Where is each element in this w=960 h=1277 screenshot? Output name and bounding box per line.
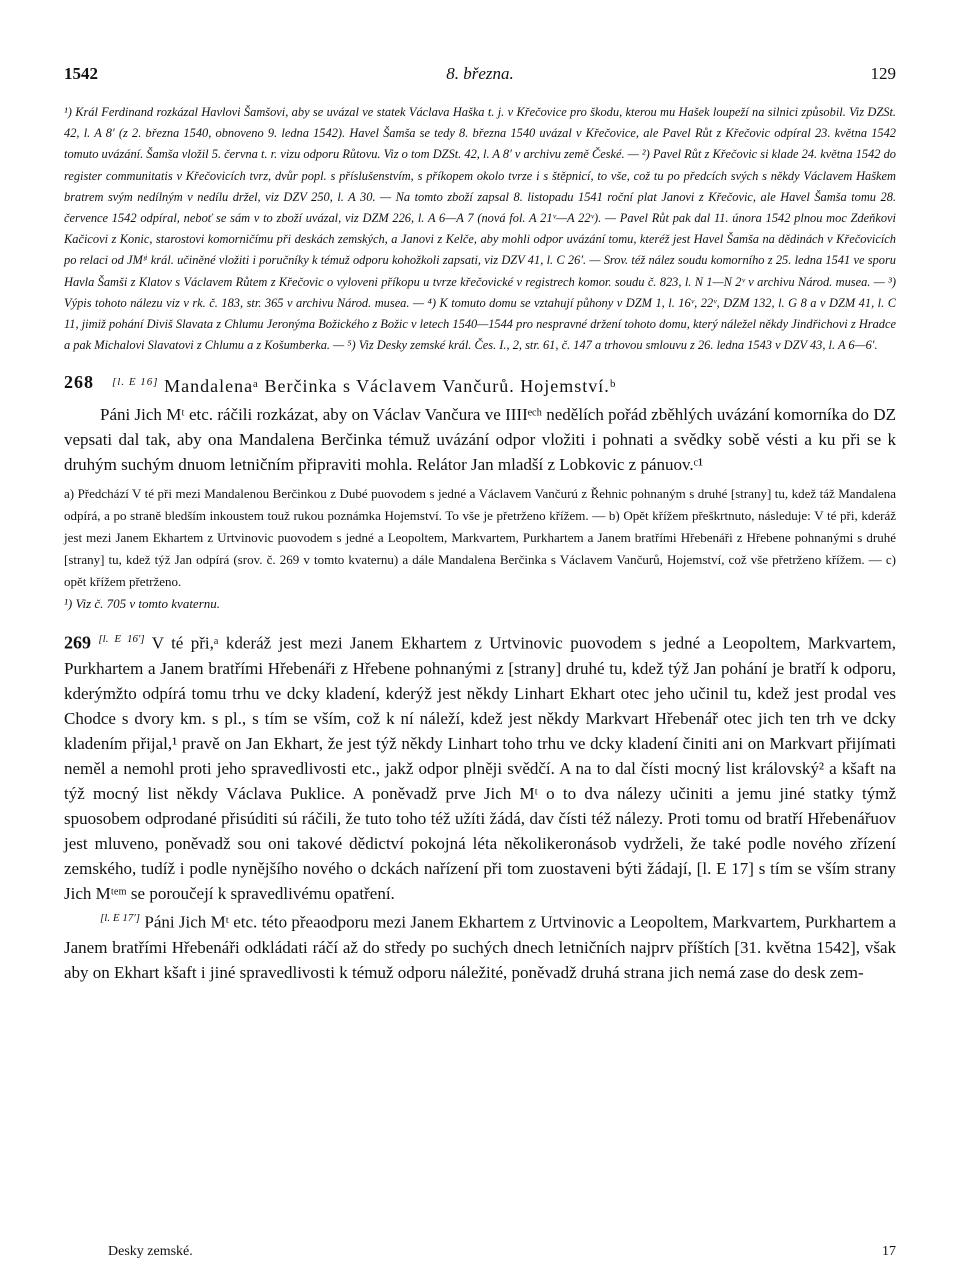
entry-body: V té při,ᵃ kderáž jest mezi Janem Ekhartem z Urtvinovic puovodem s jedné a Leopoltem, Markvartem, Purkhartem a Janem bratřími Hřebenáři z Hřebene pohnanými z [strany] druhé tu, kdež týž Jan pohání je bratří k odporu, kderýmžto odpírá tomu trhu ve dcky kladení, kderýž jest někdy Linhart Ekhart otec jeho učinil tu, kdež jest prodal ves Chodce s dvory km. s pl., s tím se vším, což k ní náleží, kdež jest někdy Markvart Hřebenář otec jich ten trh ve dcky kladením přijal,¹ pravě on Jan Ekhart, že jest týž někdy Linhart toho trhu ve dcky kladení činiti ani on Markvart přijímati neměl a nemohl proti jeho spravedlivosti etc., jakž odpor plněji svědčí. A na to dal čísti mocný list královský² a kšaft na týž mocný list někdy Václava Puklice. A poněvadž prve Jich Mᵗ o to dva nálezy učiniti a jemu jiné statky týmž spuosobem odprodané přisúditi sú ráčili, že tuto toho též užíti žádá, dav čísti též nálezy. Proti tomu od bratří Hřebenářuov jest mluveno, poněvadž sou oni takové dědictví pokojná léta několikeronásob vydrželi, že také podle nového zřízení zemského, tudíž i podle nynějšího nového o dckách nařízení při tom zuostaveni býti žádají, [l. E 17] s tím se vším strany Jich Mᵗᵉᵐ se poroučejí k spravedlivému opatření. — [64, 634, 897, 904]
running-header — [64, 60, 896, 94]
entry-text — [64, 627, 896, 906]
entry-heading: Mandalenaᵃ Berčinka s Václavem Vančurů. Hojemství.ᵇ — [164, 376, 617, 397]
page — [64, 60, 896, 985]
folio-mark: [l. E 16] — [112, 376, 159, 389]
entry-text: Páni Jich Mᵗ etc. ráčili rozkázat, aby on Václav Vančura ve IIIIᵉᶜʰ nedělích pořád zběhlých uvázání komorníka do DZ vepsati dal tak, aby ona Mandalena Berčinka témuž uvázání odpor vložiti i pohnati a svědky sobě vésti a ku při se k druhým suchým dnuom letničním připraviti mohla. Relátor Jan mladší z Lobkovic z pánuov.ᶜ¹ — [64, 405, 896, 475]
footnotes-prev — [64, 102, 896, 356]
entry-title — [64, 370, 896, 398]
entry-number: 268 — [64, 372, 94, 393]
header-date: 8. března. — [446, 64, 514, 83]
footer-signature: 17 — [882, 1244, 896, 1259]
entry-note-1: ¹) Viz č. 705 v tomto kvaternu. — [64, 596, 221, 612]
page-footer — [108, 1244, 896, 1260]
page-number: 129 — [870, 64, 896, 83]
entry-notes: a) Předchází V té při mezi Mandalenou Berčinkou z Dubé puovodem s jedné a Václavem Vančurú z Řehnic pohnaným s druhé [strany] tu, kdež táž Mandalena odpírá, a po straně bledším inkoustem touž rukou poznámka Hojemství. To vše je přetrženo křížem. — b) Opět křížem přeškrtnuto, následuje: V té při, kderáž jest mezi Janem Ekhartem z Urtvinovic puovodem s jedné a Leopoltem, Markvartem, Purkhartem a Janem bratřími Hřebenáři z Hřebene pohnanými s druhé [strany] tu, kdež týž Jan odpírá (srov. č. 269 v tomto kvaternu) a dále Mandalena Berčinka s Václavem Vančurů, Hojemství, což vše přetrženo křížem. — c) opět křížem přetrženo. — [64, 486, 896, 590]
entry-body-2: Páni Jich Mᵗ etc. této přeaodporu mezi Janem Ekhartem z Urtvinovic a Leopoltem, Markvartem, Purkhartem a Janem bratřími Hřebenáři odkládati ráčí až do středy po suchých dnech letničních najprv příštích [31. května 1542], však aby on Ekhart kšaft i jiné spravedlivosti k témuž odporu náležité, poněvadž druhá strana jich nemá zase do desk zem- — [64, 912, 897, 982]
footer-title: Desky zemské. — [108, 1244, 193, 1259]
entry-269 — [64, 627, 896, 984]
footnote-block: ¹) Král Ferdinand rozkázal Havlovi Šamšovi, aby se uvázal ve statek Václava Haška t. j. v Křečovice pro škodu, kterou mu Hašek loupeží na silnici způsobil. Viz DZSt. 42, l. A 8′ (z 2. března 1540, obnoveno 9. ledna 1542). Havel Šamša se tedy 8. března 1540 uvázal v Křečovice, ale Pavel Růt z Křečovic odpíral 23. května 1542 tomuto uvázání. Šamša vložil 5. června t. r. vizu odporu Růtovu. Viz o tom DZSt. 42, l. A 8′ v archivu země České. — ²) Pavel Růt z Křečovic si klade 24. května 1542 do register communitatis v Křečovicích tvrz, dvůr popl. s příslušenstvím, s příkopem okolo tvrze i s štěpnicí, to vše, což tu po předcích svých s někdy Václavem Haškem bratrem svým nedílným v nedílu držel, viz DZV 250, l. A 30. — Na tomto zboží zapsal 8. listopadu 1541 roční plat Janovi z Křečovic, ale Havel Šamša tomu 28. července 1542 odpíral, neboť se sám v to zboží uvázal, viz DZM 226, l. A 6—A 7 (nová fol. A 21ᵛ—A 22ᵛ). — Pavel Růt pak dal 11. února 1542 plnou moc Zdeňkovi Kačicovi z Konic, starostovi komorničímu při deskách zemských, a Janovi z Kelče, aby mohli odpor uvázání tomu, kteréž jest Havel Šamša na dědinách v Křečovicích po relaci od JMᵗⁱ král. učiněné vložiti i poručníky k témuž odporu kohožkoli zapsati, viz DZV 41, l. C 26′. — Srov. též nález soudu komorního z 25. ledna 1541 ve sporu Havla Šamši z Klatov s Václavem Růtem z Křečovic o vyloveni příkopu u tvrze křečovické v registrech komor. soudu č. 823, l. N 1—N 2ᵛ v archivu Národ. musea. — ³) Výpis tohoto nálezu viz v rk. č. 183, str. 365 v archivu Národ. musea. — ⁴) K tomuto domu se vztahují půhony v DZM 1, l. 16ᵛ, 22ᵛ, DZM 132, l. G 8 a v DZM 41, l. C 11, jimiž pohání Diviš Slavata z Chlumu Jeronýma Božického z Božic v letech 1540—1544 pro nespravné držení tohoto domu, který náležel někdy Jindřichovi z Hradce a pak Michalovi Slavatovi z Chlumu a z Košumberka. — ⁵) Viz Desky zemské král. Čes. I., 2, str. 61, č. 147 a trhovou smlouvu z 26. ledna 1543 v DZV 43, l. A 6—6′. — [64, 105, 896, 353]
entry-number: 269 — [64, 633, 91, 654]
folio-mark: [l. E 16′] — [98, 633, 145, 646]
entry-268 — [64, 370, 896, 615]
header-year: 1542 — [64, 64, 98, 83]
entry-text-2 — [64, 906, 896, 985]
folio-mark-2: [l. E 17′] — [100, 912, 141, 925]
